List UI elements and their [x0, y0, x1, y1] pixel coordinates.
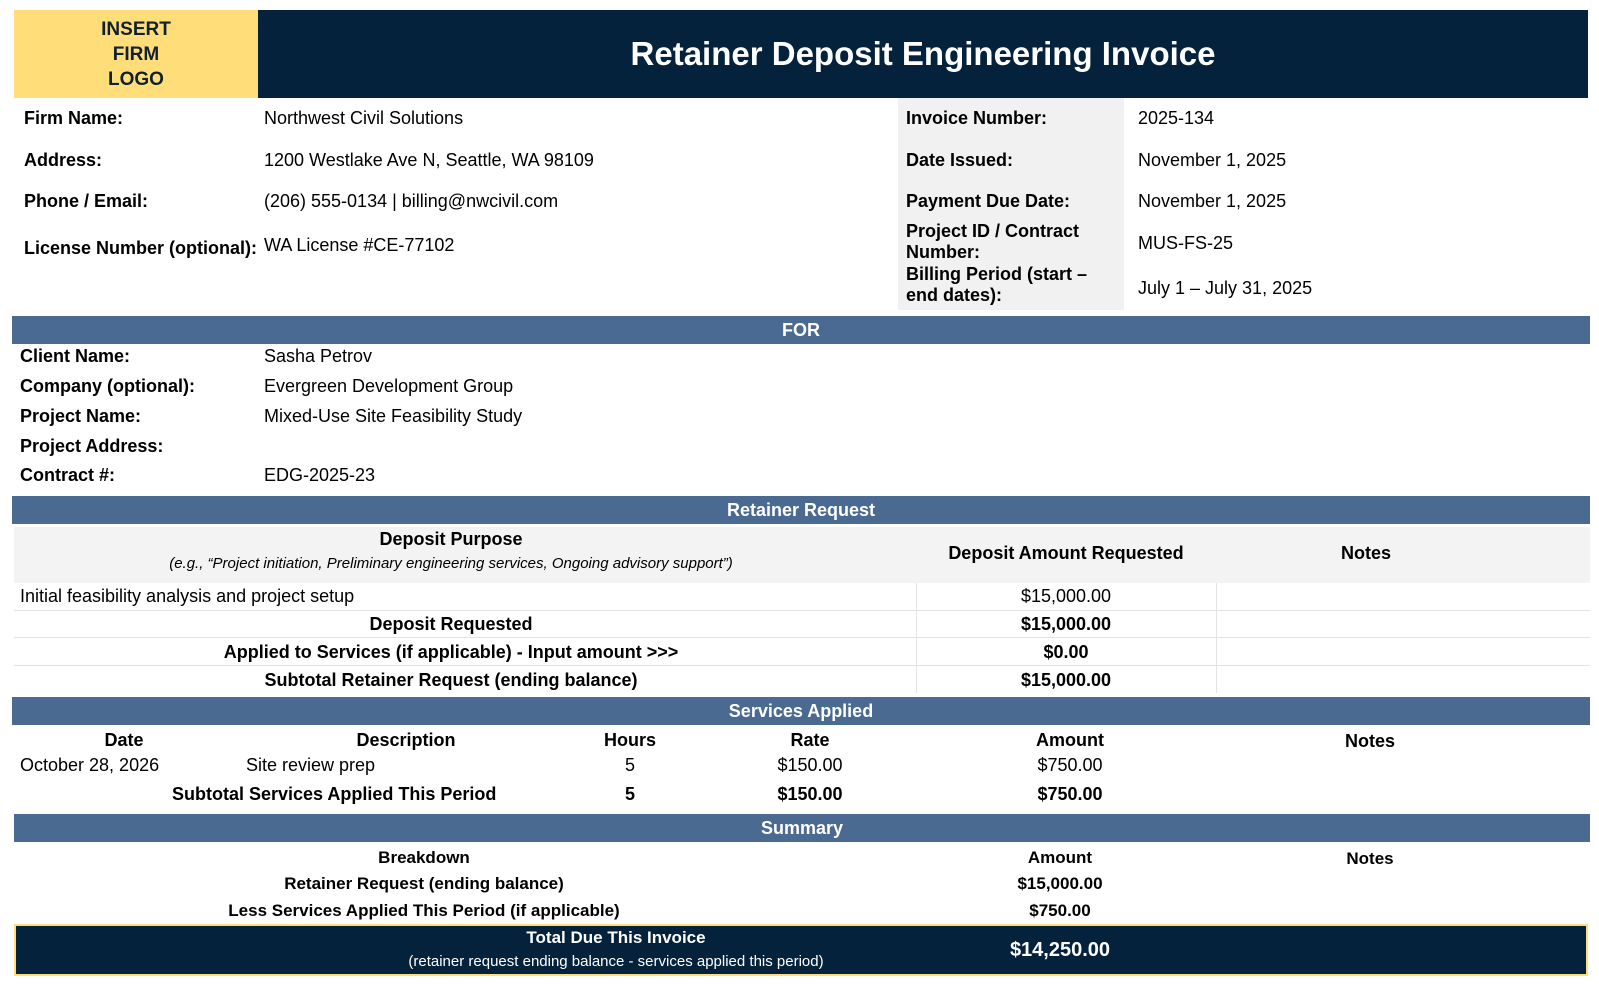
col-summary-notes: Notes [1346, 849, 1394, 868]
retainer-subtotal-label: Subtotal Retainer Request (ending balance) [264, 670, 638, 690]
invoice-number-label: Invoice Number: [906, 108, 1048, 128]
service-amount-cell[interactable]: $750.00 [1037, 755, 1103, 775]
contact-value[interactable]: (206) 555-0134 | billing@nwcivil.com [264, 191, 559, 211]
col-services-notes: Notes [1344, 731, 1395, 751]
col-deposit-purpose-hint: (e.g., “Project initiation, Preliminary engineering services, Ongoing advisory support”) [169, 555, 733, 572]
project-id-value[interactable]: MUS-FS-25 [1138, 233, 1234, 253]
date-issued-label: Date Issued: [906, 150, 1014, 170]
firm-logo-placeholder [14, 10, 258, 98]
firm-name-label: Firm Name: [24, 108, 124, 128]
logo-line: FIRM [112, 43, 160, 65]
applied-to-services-label: Applied to Services (if applicable) - Input amount >>> [223, 642, 679, 662]
col-deposit-amount: Deposit Amount Requested [948, 543, 1184, 563]
service-description-cell[interactable]: Site review prep [246, 755, 376, 775]
summary-services-label: Less Services Applied This Period (if applicable) [228, 901, 620, 920]
due-date-label: Payment Due Date: [906, 191, 1071, 211]
services-subtotal-amount: $750.00 [1037, 784, 1103, 804]
summary-retainer-value: $15,000.00 [1017, 874, 1103, 893]
summary-section-header: Summary [14, 814, 1590, 842]
logo-line: INSERT [101, 18, 171, 40]
service-date-cell[interactable]: October 28, 2026 [20, 755, 160, 775]
col-description: Description [356, 730, 456, 750]
invoice-title: Retainer Deposit Engineering Invoice [258, 10, 1588, 98]
col-retainer-notes: Notes [1340, 543, 1391, 563]
logo-line: LOGO [108, 68, 164, 90]
retainer-subtotal-value: $15,000.00 [1020, 670, 1112, 690]
deposit-amount-cell[interactable]: $15,000.00 [1020, 586, 1112, 606]
project-name-label: Project Name: [20, 406, 142, 426]
billing-period-label-line: Billing Period (start – [906, 264, 1088, 284]
project-id-label [906, 221, 1079, 263]
col-deposit-purpose: Deposit Purpose [379, 529, 523, 549]
contract-number-value[interactable]: EDG-2025-23 [264, 465, 376, 485]
retainer-section-header: Retainer Request [12, 496, 1590, 524]
services-subtotal-rate: $150.00 [777, 784, 843, 804]
total-due-hint: (retainer request ending balance - services applied this period) [408, 953, 824, 970]
applied-to-services-input[interactable]: $0.00 [1043, 642, 1089, 662]
summary-retainer-label: Retainer Request (ending balance) [284, 874, 564, 893]
column-divider [1216, 583, 1217, 693]
project-name-value[interactable]: Mixed-Use Site Feasibility Study [264, 406, 523, 426]
company-label: Company (optional): [20, 376, 195, 396]
date-issued-value[interactable]: November 1, 2025 [1138, 150, 1287, 170]
for-section-header: FOR [12, 316, 1590, 344]
services-subtotal-label: Subtotal Services Applied This Period [172, 784, 497, 804]
row-divider [14, 610, 1590, 611]
client-name-value[interactable]: Sasha Petrov [264, 346, 373, 366]
service-hours-cell[interactable]: 5 [624, 755, 635, 775]
address-label: Address: [24, 150, 103, 170]
row-divider [14, 665, 1590, 666]
project-id-label-line: Number: [906, 242, 981, 262]
project-id-label-line: Project ID / Contract [906, 221, 1080, 241]
services-section-header: Services Applied [12, 697, 1590, 725]
project-address-label: Project Address: [20, 436, 164, 456]
invoice-number-value[interactable]: 2025-134 [1138, 108, 1215, 128]
col-summary-amount: Amount [1027, 848, 1093, 867]
total-due-label: Total Due This Invoice [526, 928, 706, 947]
license-label: License Number (optional): [24, 238, 258, 258]
deposit-requested-label: Deposit Requested [369, 614, 533, 634]
deposit-purpose-cell[interactable]: Initial feasibility analysis and project setup [20, 586, 355, 606]
services-subtotal-hours: 5 [624, 784, 635, 804]
col-rate: Rate [790, 730, 830, 750]
billing-period-label [906, 264, 1087, 306]
contact-label: Phone / Email: [24, 191, 149, 211]
row-divider [14, 637, 1590, 638]
summary-services-value: $750.00 [1029, 901, 1091, 920]
address-value[interactable]: 1200 Westlake Ave N, Seattle, WA 98109 [264, 150, 594, 170]
col-hours: Hours [603, 730, 656, 750]
service-rate-cell[interactable]: $150.00 [777, 755, 843, 775]
col-date: Date [104, 730, 144, 750]
col-breakdown: Breakdown [378, 848, 470, 867]
col-amount: Amount [1036, 730, 1104, 750]
client-name-label: Client Name: [20, 346, 131, 366]
billing-period-label-line: end dates): [906, 285, 1003, 305]
contract-number-label: Contract #: [20, 465, 116, 485]
license-value[interactable]: WA License #CE-77102 [264, 235, 455, 255]
company-value[interactable]: Evergreen Development Group [264, 376, 514, 396]
billing-period-value[interactable]: July 1 – July 31, 2025 [1138, 278, 1313, 298]
firm-name-value[interactable]: Northwest Civil Solutions [264, 108, 464, 128]
deposit-requested-value: $15,000.00 [1020, 614, 1112, 634]
due-date-value[interactable]: November 1, 2025 [1138, 191, 1287, 211]
total-due-value: $14,250.00 [1009, 939, 1111, 961]
